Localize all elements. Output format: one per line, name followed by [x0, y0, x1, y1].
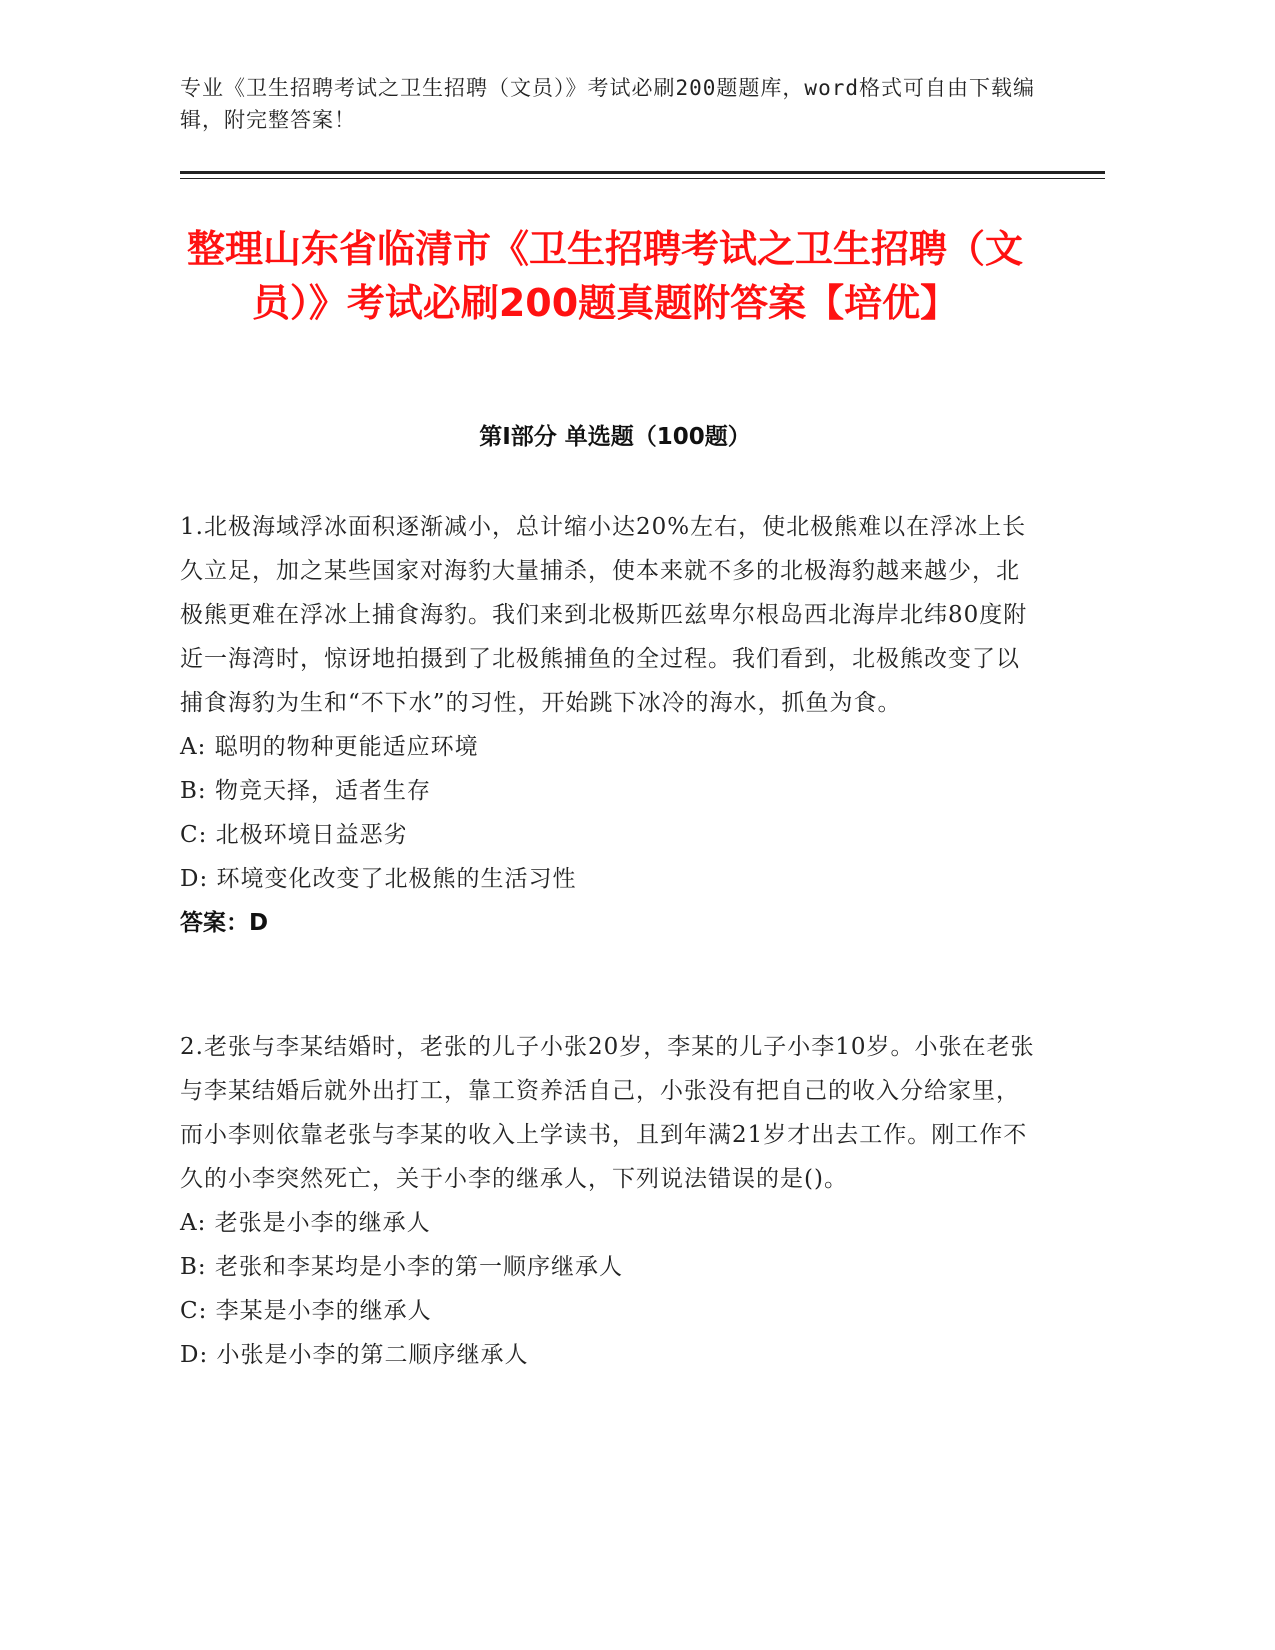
- document-title: 整理山东省临清市《卫生招聘考试之卫生招聘（文员）》考试必刷200题真题附答案【培优】: [186, 227, 1023, 325]
- question-stem: 1.北极海域浮冰面积逐渐减小，总计缩小达20%左右，使北极熊难以在浮冰上长久立足，加之某些国家对海豹大量捕杀，使本来就不多的北极海豹越来越少，北极熊更难在浮冰上捕食海豹。我们来到北极斯匹兹卑尔根岛西北海岸北纬80度附近一海湾时，惊讶地拍摄到了北极熊捕鱼的全过程。我们看到，北极熊改变了以捕食海豹为生和“不下水”的习性，开始跳下冰冷的海水，抓鱼为食。: [180, 514, 1028, 716]
- question-2: [180, 1025, 1040, 1377]
- question-stem: 2.老张与李某结婚时，老张的儿子小张20岁，李某的儿子小李10岁。小张在老张与李某结婚后就外出打工，靠工资养活自己，小张没有把自己的收入分给家里，而小李则依靠老张与李某的收入上学读书，且到年满21岁才出去工作。刚工作不久的小李突然死亡，关于小李的继承人，下列说法错误的是()。: [180, 1034, 1035, 1192]
- answer-line: 答案：D: [180, 910, 269, 936]
- header-note: 专业《卫生招聘考试之卫生招聘（文员）》考试必刷200题题库，word格式可自由下载编辑，附完整答案！: [180, 76, 1035, 132]
- option-a: A: 老张是小李的继承人: [180, 1210, 431, 1236]
- option-a: A: 聪明的物种更能适应环境: [180, 734, 479, 760]
- option-d: D: 小张是小李的第二顺序继承人: [180, 1342, 529, 1368]
- option-c: C: 李某是小李的继承人: [180, 1298, 432, 1324]
- header-divider-thin: [180, 178, 1105, 179]
- option-b: B: 老张和李某均是小李的第一顺序继承人: [180, 1254, 623, 1280]
- option-c: C: 北极环境日益恶劣: [180, 822, 408, 848]
- header-divider-thick: [180, 171, 1105, 174]
- section-heading: 第I部分 单选题（100题）: [479, 424, 751, 450]
- option-d: D: 环境变化改变了北极熊的生活习性: [180, 866, 577, 892]
- option-b: B: 物竞天择，适者生存: [180, 778, 431, 804]
- question-1: [180, 505, 1040, 945]
